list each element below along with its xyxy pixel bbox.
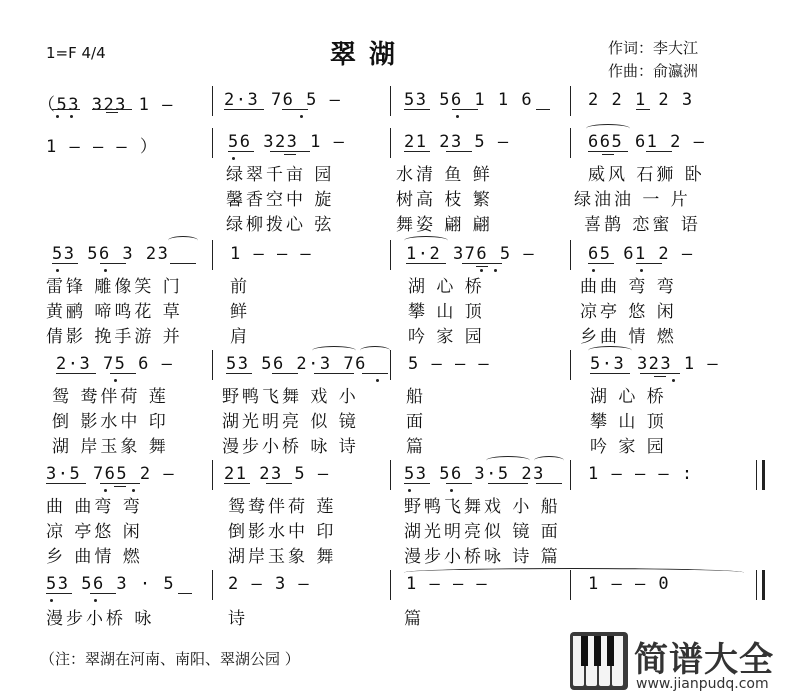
slur (168, 236, 198, 245)
barline (212, 350, 213, 380)
barline (570, 86, 571, 116)
underline (636, 109, 650, 110)
slur (312, 346, 356, 355)
measure: 56 323 1 — (228, 132, 346, 152)
lyric-line: 倒影水中 印 (228, 522, 337, 542)
lyric-line: 面 (406, 412, 426, 432)
barline (570, 128, 571, 158)
lyric-line: 倩影 挽手游 并 (46, 327, 183, 347)
measure: 21 23 5 — (224, 464, 330, 484)
barline (390, 240, 391, 270)
underline (270, 151, 310, 152)
lyric-line: 野鸭飞舞戏 小 船 (404, 497, 561, 517)
lyric-line: 水清 鱼 鲜 (396, 165, 493, 185)
measure: 2·3 75 6 — (56, 354, 174, 374)
measure: 2 2 1 2 3 (588, 90, 694, 110)
low-octave-dot (300, 115, 303, 118)
lyric-line: 乡 曲情 燃 (46, 547, 143, 567)
slur (588, 346, 632, 355)
logo-text: 简谱大全 (634, 640, 774, 680)
measure: 2 — 3 — (228, 574, 311, 594)
underline (224, 109, 264, 110)
underline (272, 373, 298, 374)
measure: 2·3 76 5 — (224, 90, 342, 110)
lyric-line: 曲 曲弯 弯 (46, 497, 143, 517)
measure: 53 56 3 · 5 (46, 574, 176, 594)
underline (100, 263, 126, 264)
barline (390, 460, 391, 490)
lyric-line: 凉亭 悠 闲 (580, 302, 677, 322)
underline (114, 486, 126, 487)
slur (486, 456, 530, 465)
lyric-line: 攀 山 顶 (408, 302, 485, 322)
measure: 53 56 2·3 76 (226, 354, 367, 374)
underline (404, 151, 430, 152)
underline (170, 263, 196, 264)
lyric-line: 乡曲 情 燃 (580, 327, 677, 347)
underline (284, 154, 296, 155)
piano-icon (570, 632, 628, 690)
logo-url[interactable]: www.jianpudq.com (636, 676, 769, 692)
low-octave-dot (56, 115, 59, 118)
low-octave-dot (94, 599, 97, 602)
lyric-line: 漫步小桥咏 诗 篇 (404, 547, 561, 567)
underline (636, 263, 662, 264)
barline (212, 240, 213, 270)
underline (476, 266, 488, 267)
lyric-line: 树高 枝 繁 (396, 190, 493, 210)
barline (390, 350, 391, 380)
measure: 21 23 5 — (404, 132, 510, 152)
underline (654, 376, 666, 377)
underline (110, 373, 136, 374)
lyric-line: 吟 家 园 (408, 327, 485, 347)
slur (404, 236, 448, 245)
measure: 53 56 3·5 23 (404, 464, 545, 484)
underline (588, 263, 614, 264)
barline (570, 460, 571, 490)
underline (52, 109, 80, 110)
measure: 1 — — — (406, 574, 489, 594)
underline (452, 109, 478, 110)
underline (406, 263, 446, 264)
barline (390, 128, 391, 158)
measure: 665 61 2 — (588, 132, 706, 152)
underline (228, 151, 254, 152)
lyric-line: 凉 亭悠 闲 (46, 522, 143, 542)
underline (92, 109, 132, 110)
barline (570, 350, 571, 380)
lyricist-credit: 作词：李大江 (608, 39, 699, 57)
underline (52, 263, 78, 264)
lyric-line: 湖光明亮 似 镜 (222, 412, 359, 432)
lyric-line: 威风 石狮 卧 (588, 165, 705, 185)
measure: 5·3 323 1 — (590, 354, 720, 374)
underline (224, 483, 250, 484)
underline (56, 373, 96, 374)
underline (404, 109, 430, 110)
underline (100, 483, 140, 484)
lyric-line: 鸳 鸯伴荷 莲 (52, 387, 169, 407)
underline (226, 373, 252, 374)
lyric-line: 绿柳拨心 弦 (226, 215, 335, 235)
lyric-line: 野鸭飞舞 戏 小 (222, 387, 359, 407)
lyric-line: 肩 (230, 327, 250, 347)
underline (536, 483, 562, 484)
lyric-line: 湖 心 桥 (590, 387, 667, 407)
underline (266, 483, 292, 484)
underline (106, 112, 118, 113)
underline (588, 151, 628, 152)
lyric-line: 诗 (228, 609, 248, 629)
barline (212, 570, 213, 600)
low-octave-dot (494, 269, 497, 272)
measure: 1·2 376 5 — (406, 244, 536, 264)
lyric-line: 曲曲 弯 弯 (580, 277, 677, 297)
tie (404, 568, 744, 577)
measure: 1 — — — : (588, 464, 694, 484)
lyric-line: 鸳鸯伴荷 莲 (228, 497, 337, 517)
barline (390, 86, 391, 116)
underline (602, 154, 614, 155)
lyric-line: 湖光明亮似 镜 面 (404, 522, 561, 542)
final-barline (762, 460, 765, 490)
measure: 53 56 3 23 (52, 244, 170, 264)
lyric-line: 前 (230, 277, 250, 297)
song-title: 翠 湖 (330, 40, 398, 70)
underline (640, 373, 680, 374)
low-octave-dot (70, 115, 73, 118)
lyric-line: 绿油油 一 片 (574, 190, 691, 210)
lyric-line: 舞姿 翩 翩 (396, 215, 493, 235)
underline (46, 593, 72, 594)
underline (90, 593, 116, 594)
lyric-line: 湖岸玉象 舞 (228, 547, 337, 567)
barline (756, 460, 757, 490)
barline (570, 240, 571, 270)
lyric-line: 雷锋 雕像笑 门 (46, 277, 183, 297)
underline (46, 483, 86, 484)
lyric-line: 鲜 (230, 302, 250, 322)
measure: （53 323 1 — (38, 95, 174, 115)
lyric-line: 绿翠千亩 园 (226, 165, 335, 185)
measure: 53 56 1 1 6 (404, 90, 534, 110)
lyric-line: 喜鹊 恋蜜 语 (584, 215, 701, 235)
lyric-line: 漫步小桥 咏 诗 (222, 437, 359, 457)
barline (390, 570, 391, 600)
footnote: （注：翠湖在河南、南阳、翠湖公园 ） (40, 650, 300, 668)
barline (212, 460, 213, 490)
low-octave-dot (376, 379, 379, 382)
lyric-line: 黄鹂 啼鸣花 草 (46, 302, 183, 322)
lyric-line: 馨香空中 旋 (226, 190, 335, 210)
underline (178, 593, 192, 594)
key-signature: 1=F 4/4 (46, 44, 106, 62)
slur (360, 346, 390, 355)
barline (212, 128, 213, 158)
measure: 3·5 765 2 — (46, 464, 176, 484)
underline (362, 373, 388, 374)
underline (446, 483, 472, 484)
slur (586, 124, 630, 133)
underline (404, 483, 430, 484)
lyric-line: 吟 家 园 (590, 437, 667, 457)
measure: 1 — — 0 (588, 574, 671, 594)
measure: 5 — — — (408, 354, 491, 374)
composer-credit: 作曲：俞瀛洲 (608, 62, 699, 80)
lyric-line: 篇 (406, 437, 426, 457)
underline (462, 263, 502, 264)
underline (536, 109, 550, 110)
lyric-line: 倒 影水中 印 (52, 412, 169, 432)
low-octave-dot (672, 379, 675, 382)
low-octave-dot (50, 599, 53, 602)
lyric-line: 船 (406, 387, 426, 407)
underline (282, 109, 308, 110)
lyric-line: 攀 山 顶 (590, 412, 667, 432)
barline (212, 86, 213, 116)
measure: 1 — — — ） (46, 137, 159, 157)
underline (646, 151, 672, 152)
slur (534, 456, 564, 465)
underline (590, 373, 630, 374)
lyric-line: 篇 (404, 609, 424, 629)
low-octave-dot (456, 115, 459, 118)
underline (314, 373, 354, 374)
final-barline (762, 570, 765, 600)
underline (488, 483, 528, 484)
site-logo[interactable] (570, 632, 786, 696)
measure: 1 — — — (230, 244, 313, 264)
lyric-line: 湖 心 桥 (408, 277, 485, 297)
barline (756, 570, 757, 600)
lyric-line: 湖 岸玉象 舞 (52, 437, 169, 457)
measure: 65 61 2 — (588, 244, 694, 264)
lyric-line: 漫步小桥 咏 (46, 609, 155, 629)
underline (446, 151, 472, 152)
